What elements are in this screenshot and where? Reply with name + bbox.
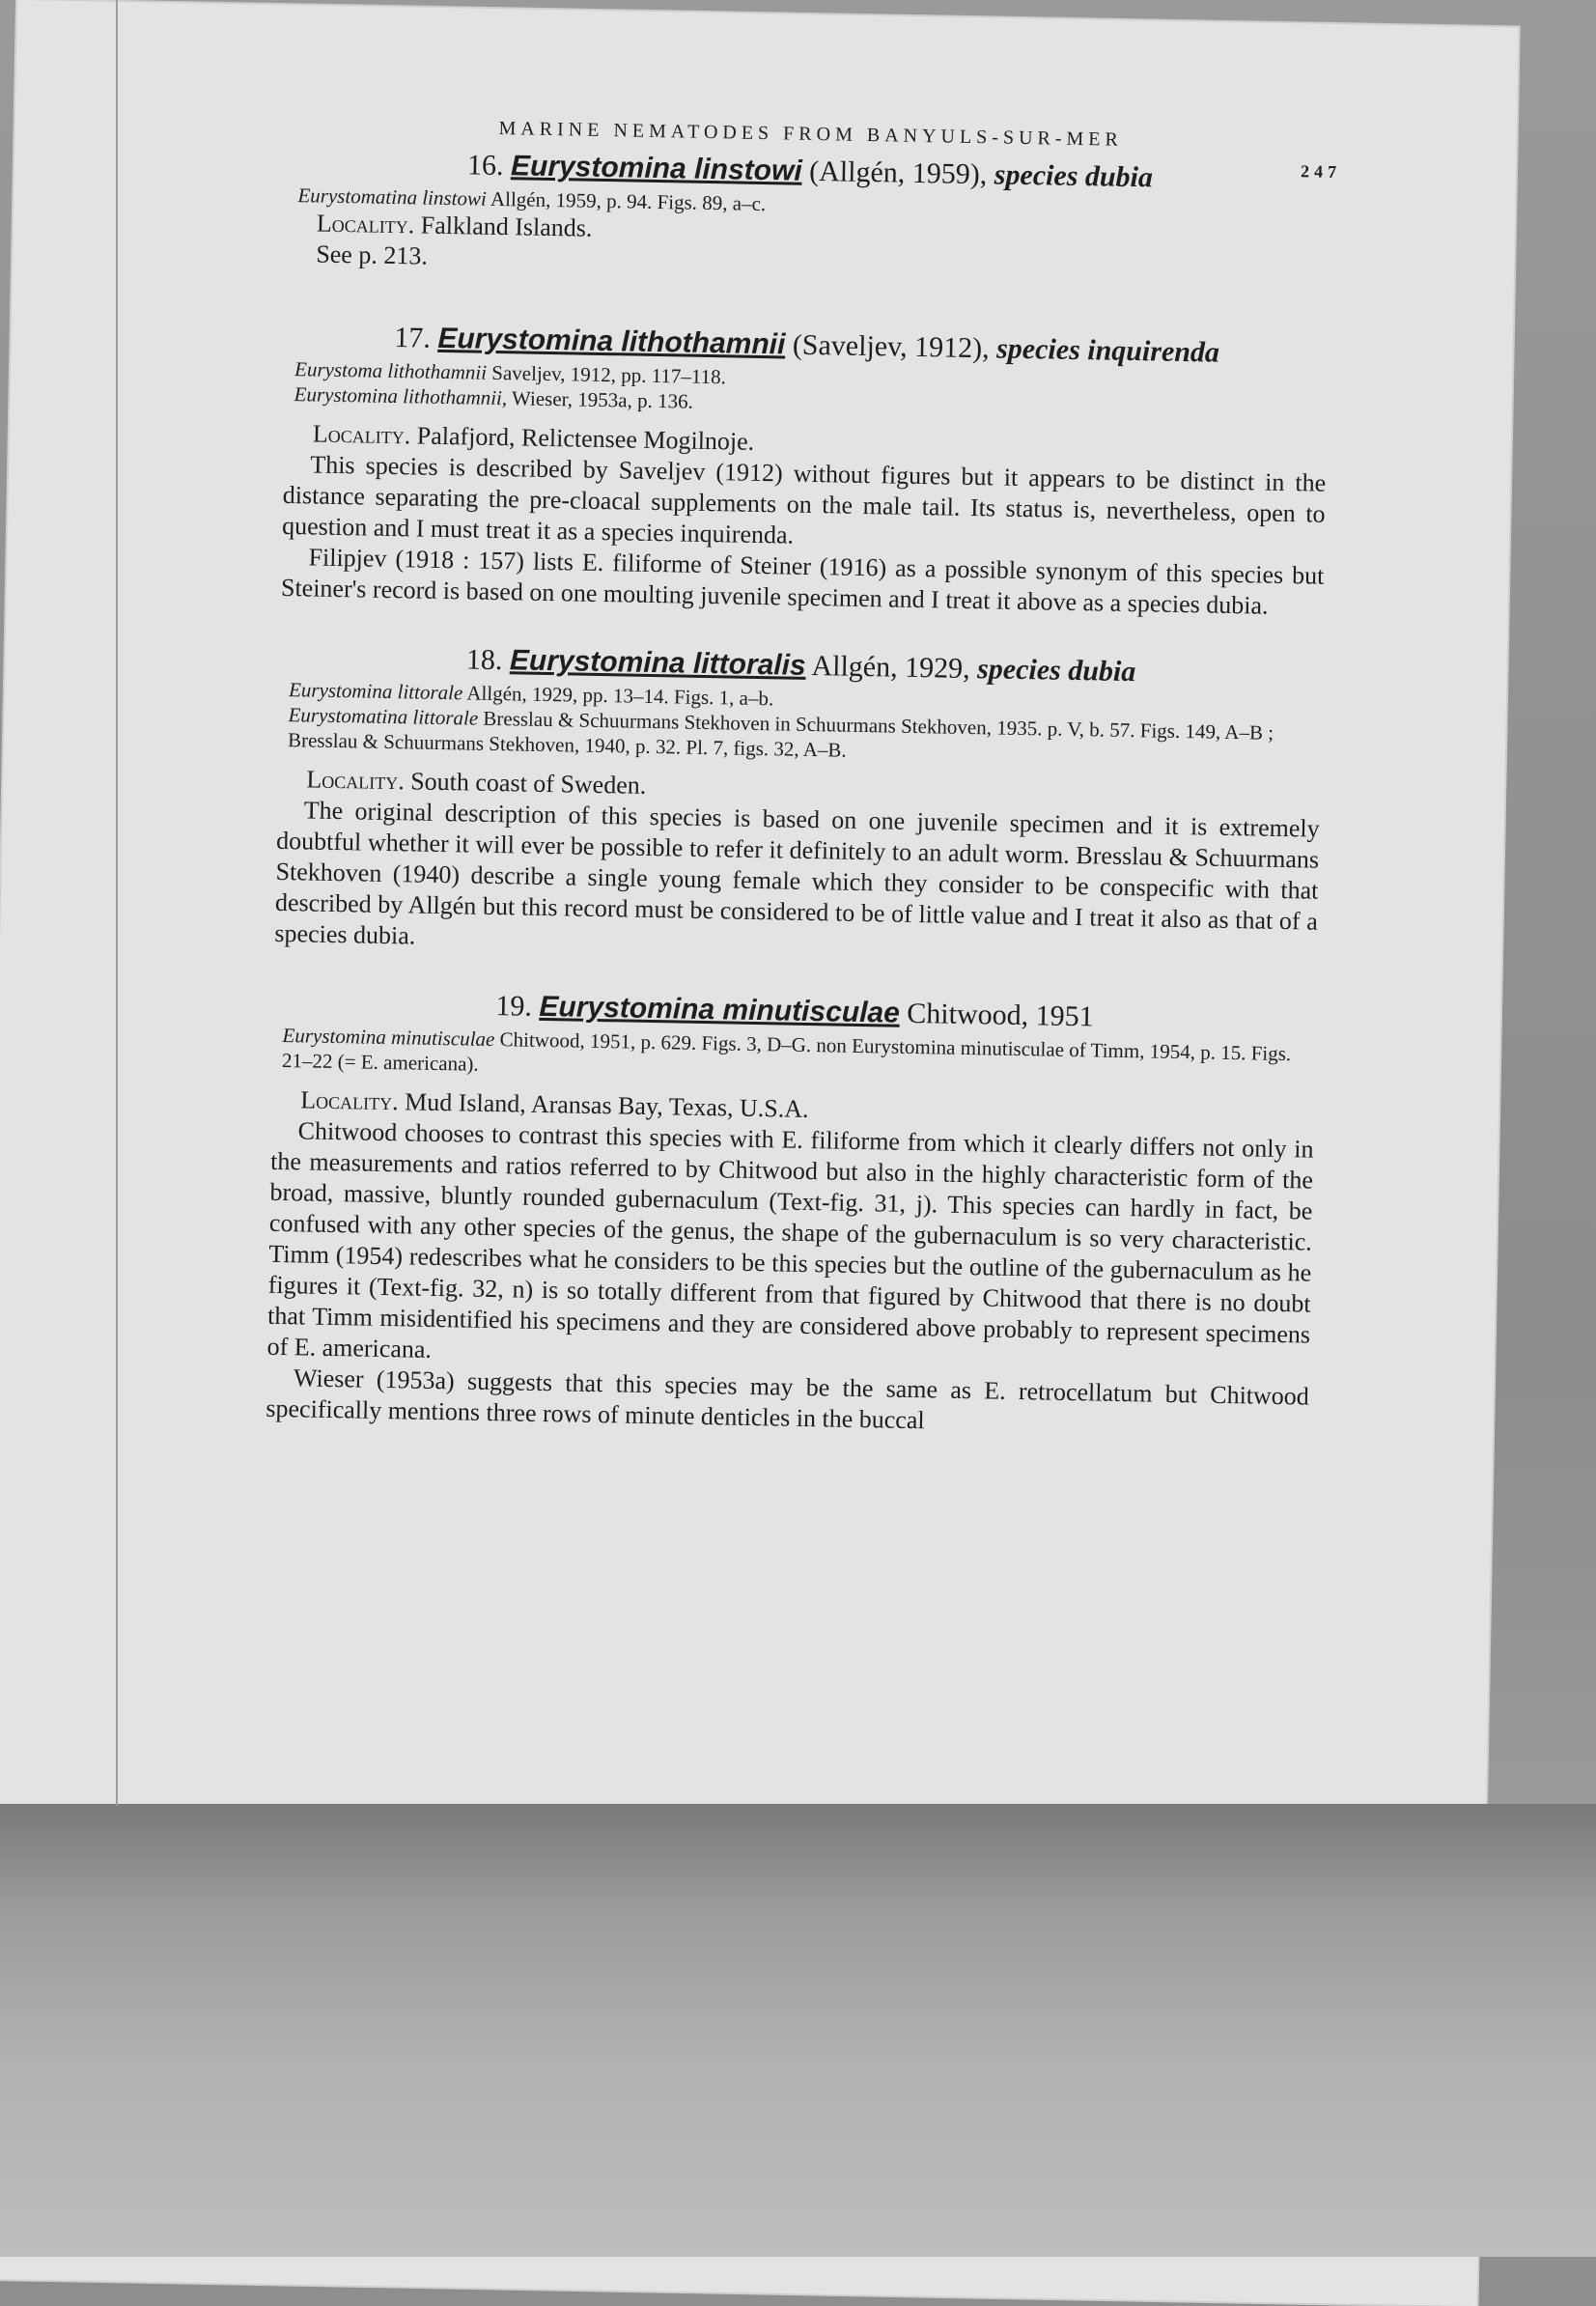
section-number: 19.: [495, 990, 533, 1023]
section-number: 16.: [466, 149, 504, 183]
species-status: species dubia: [994, 158, 1154, 194]
species-authority: Allgén, 1929,: [805, 649, 978, 686]
locality-text: Mud Island, Aransas Bay, Texas, U.S.A.: [398, 1087, 809, 1124]
paragraph: [266, 1115, 1314, 1382]
paragraph: [274, 795, 1320, 969]
locality-label: Locality.: [306, 765, 406, 796]
species-authority: (Saveljev, 1912),: [785, 328, 997, 365]
synonym-reference: Allgén, 1929, pp. 13–14. Figs. 1, a–b.: [462, 681, 774, 711]
synonym-reference: Chitwood, 1951, p. 629. Figs. 3, D–G. non Eurystomina minutisculae of Timm, 1954, p. 15. Figs. 21–22 (= E. americana).: [281, 1027, 1292, 1076]
paragraph-text: The original description of this species is based on one juvenile specimen and it is extremely doubtful whether it will ever be possible to refer it definitely to an adult worm. Bresslau & Schuurmans Stekhoven (1940) describe a single young female which they consider to be conspecific with that described by Allgén but this record must be considered to be of little value and I treat it also as that of a species dubia.: [274, 796, 1320, 950]
locality-text: Falkland Islands.: [414, 211, 593, 242]
synonym-taxon: Eurystomina lithothamnii,: [294, 382, 508, 410]
synonym-reference: Saveljev, 1912, pp. 117–118.: [486, 360, 727, 389]
locality-text: Palafjord, Relictensee Mogilnoje.: [410, 421, 755, 456]
page-fold-line: [116, 0, 118, 1806]
page-number: 247: [1300, 161, 1342, 182]
species-status: species inquirenda: [995, 332, 1220, 369]
synonym-taxon: Eurystomina littorale: [288, 678, 463, 705]
species-name: Eurystomina linstowi: [510, 150, 803, 187]
synonym-reference: Bresslau & Schuurmans Stekhoven in Schuurmans Stekhoven, 1935. p. V, b. 57. Figs. 149, A–B ; Bresslau & Schuurmans Stekhoven, 1940, p. 32. Pl. 7, figs. 32, A–B.: [287, 706, 1274, 762]
section-number: 17.: [394, 322, 432, 354]
locality-label: Locality.: [316, 209, 415, 239]
running-head-text: MARINE NEMATODES FROM BANYULS-SUR-MER: [498, 117, 1124, 151]
scanner-shadow: [0, 1804, 1596, 2257]
species-authority: (Allgén, 1959),: [801, 155, 995, 191]
locality-label: Locality.: [312, 419, 411, 450]
species-name: Eurystomina minutisculae: [539, 990, 901, 1029]
species-status: species dubia: [976, 653, 1136, 689]
synonym-reference: Wieser, 1953a, p. 136.: [506, 386, 694, 413]
paragraph-text: This species is described by Saveljev (1912) without figures but it appears to be distinct in the distance separating the pre-cloacal supplements on the male tail. Its status is, nevertheless, open to question and I must treat it as a species inquirenda.: [281, 450, 1327, 549]
locality-text: South coast of Sweden.: [404, 767, 647, 800]
synonym-reference: Allgén, 1959, p. 94. Figs. 89, a–c.: [486, 186, 767, 216]
synonym-taxon: Eurystomina minutisculae: [282, 1024, 495, 1052]
locality-label: Locality.: [300, 1085, 399, 1116]
species-authority: Chitwood, 1951: [899, 997, 1094, 1033]
species-name: Eurystomina littoralis: [509, 644, 806, 682]
species-name: Eurystomina lithothamnii: [437, 322, 786, 361]
synonym-taxon: Eurystomatina littorale: [288, 703, 479, 730]
paragraph-text: Filipjev (1918 : 157) lists E. filiforme of Steiner (1916) as a possible synonym of this species but Steiner's record is based on one moulting juvenile specimen and I treat it above as a species dubia.: [280, 543, 1325, 620]
text-block: [266, 114, 1342, 1444]
paragraph-text: See p. 213.: [316, 239, 429, 270]
paragraph-text: Chitwood chooses to contrast this species with E. filiforme from which it clearly differs not only in the measurements and ratios referred to by Chitwood but also in the highly characteristic form of the broad, massive, bluntly rounded gubernaculum (Text-fig. 31, j). This species can hardly in fact, be confused with any other species of the genus, the shape of the gubernaculum is so very characteristic. Timm (1954) redescribes what he considers to be this species but the outline of the gubernaculum as he figures it (Text-fig. 32, n) is so totally different from that figured by Chitwood that there is no doubt that Timm misidentified his specimens and they are considered above probably to represent specimens of E. americana.: [266, 1116, 1314, 1364]
section-number: 18.: [465, 643, 503, 677]
synonym-taxon: Eurystomatina linstowi: [297, 183, 488, 211]
synonym-taxon: Eurystoma lithothamnii: [294, 357, 488, 384]
paragraph-text: Wieser (1953a) suggests that this species may be the same as E. retrocellatum but Chitwood specifically mentions three rows of minute denticles in the buccal: [266, 1364, 1310, 1435]
